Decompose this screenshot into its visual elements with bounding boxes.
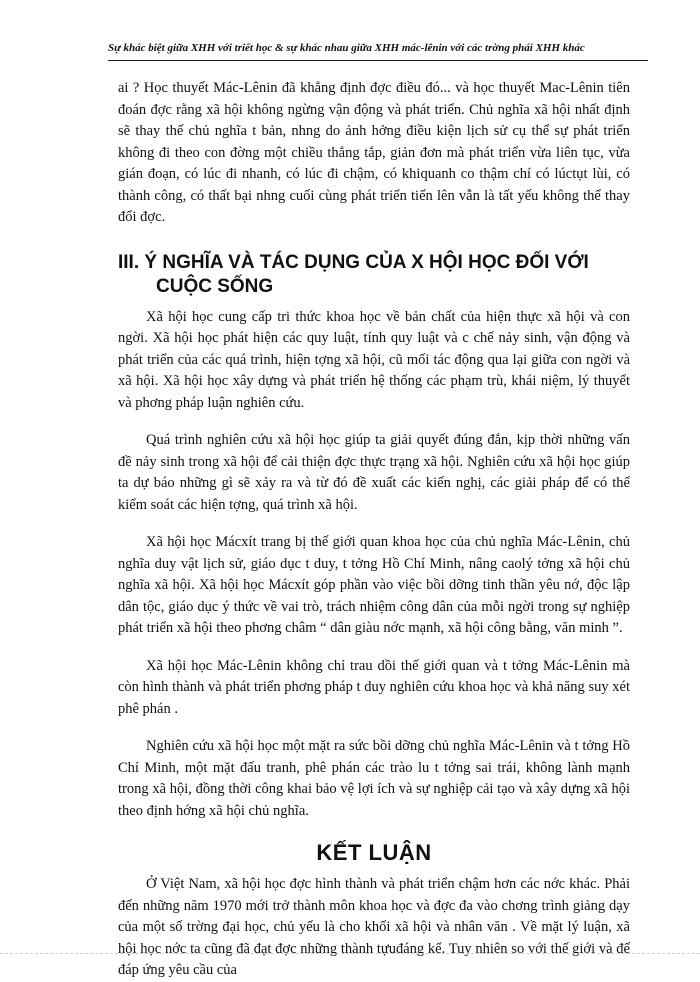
section-paragraph-2: Quá trình nghiên cứu xã hội học giúp ta giải quyết đúng đắn, kịp thời những vấn đề nảy sinh trong xã hội để cải thiện đợc thực trạng xã hội. Nghiên cứu xã hội học giúp ta dự báo những gì sẽ xảy ra và từ đó đề xuất các kiến nghị, các giải pháp để có thể kiểm soát các hiện tợng, quá trình xã hội. [118,432,630,513]
section-heading-line1: III. Ý NGHĨA VÀ TÁC DỤNG CỦA X HỘI HỌC ĐỐI VỚI [118,251,589,273]
section-paragraph-5: Nghiên cứu xã hội học một mặt ra sức bồi dỡng chủ nghĩa Mác-Lênin và t tởng Hồ Chí Minh, một mặt đấu tranh, phê phán các trào lu t tởng sai trái, không lành mạnh trong xã hội, đồng thời công khai bảo vệ lợi ích và sự nghiệp cải tạo và xây dựng xã hội theo định hớng xã hội chủ nghĩa. [118,738,630,819]
page-content [118,78,630,982]
section-paragraph-4: Xã hội học Mác-Lênin không chỉ trau dồi thế giới quan và t tởng Mác-Lênin mà còn hình thành và phát triển phơng pháp t duy nghiên cứu khoa học và khả năng suy xét phê phán . [118,657,630,717]
section-heading-line2: CUỘC SỐNG [156,275,274,297]
running-header: Sự khác biệt giữa XHH với triết học & sự khác nhau giữa XHH mác-lênin với các trờng phái XHH khác [108,38,648,61]
section-paragraph-1: Xã hội học cung cấp tri thức khoa học về bản chất của hiện thực xã hội và con ngời. Xã hội học phát hiện các quy luật, tính quy luật và c chế nảy sinh, vận động và phát triển của các quá trình, hiện tợng xã hội, cũ mối tác động qua lại giữa con ngời và xã hội. Xã hội học xây dựng và phát triển hệ thống các phạm trù, khái niệm, lý thuyết và phơng pháp luận nghiên cứu. [118,308,630,411]
conclusion-heading: KẾT LUẬN [316,840,432,865]
section-heading [118,251,630,299]
intro-paragraph: ai ? Học thuyết Mác-Lênin đã khẳng định đợc điều đó... và học thuyết Mac-Lênin tiên đoán đợc rằng xã hội không ngừng vận động và phát triển. Chủ nghĩa xã hội nhất định sẽ thay thế chủ nghĩa t bản, nhng do ảnh hởng điều kiện lịch sử cụ thể sự phát triển không đi theo con đờng một chiều thẳng tắp, giản đơn mà phát triển vừa liên tục, vừa gián đoạn, có lúc đi nhanh, có lúc đi chậm, có khiquanh co thậm chí có lúctụt lùi, có thành công, có thất bại nhng cuối cùng phát triển tiến lên vẫn là tất yếu không thể thay đổi đợc. [118,80,630,225]
section-paragraph-3: Xã hội học Mácxít trang bị thế giới quan khoa học của chủ nghĩa Mác-Lênin, chủ nghĩa duy vật lịch sử, giáo dục t duy, t tởng Hồ Chí Minh, nâng caolý tởng xã hội chủ nghĩa xã hội. Xã hội học Mácxít góp phần vào việc bồi dỡng tinh thần yêu nớ, độc lập dân tộc, giáo dục ý thức về vai trò, trách nhiệm công dân của mỗi ngời trong sự nghiệp phát triển xã hội theo phơng châm “ dân giàu nớc mạnh, xã hội công bằng, văn minh ”. [118,534,630,636]
conclusion-paragraph: Ở Việt Nam, xã hội học đợc hình thành và phát triển chậm hơn các nớc khác. Phải đến những năm 1970 mới trở thành môn khoa học và đợc đa vào chơng trình giảng dạy của một số trờng đại học, chủ yếu là cho khối xã hội và nhân văn . Về mặt lý luận, xã hội học nớc ta cũng đã đạt đợc những thành tựuđáng kể. Tuy nhiên so với thế giới và để đáp ứng yêu cầu của [118,876,630,978]
page-bottom-edge [0,953,700,960]
